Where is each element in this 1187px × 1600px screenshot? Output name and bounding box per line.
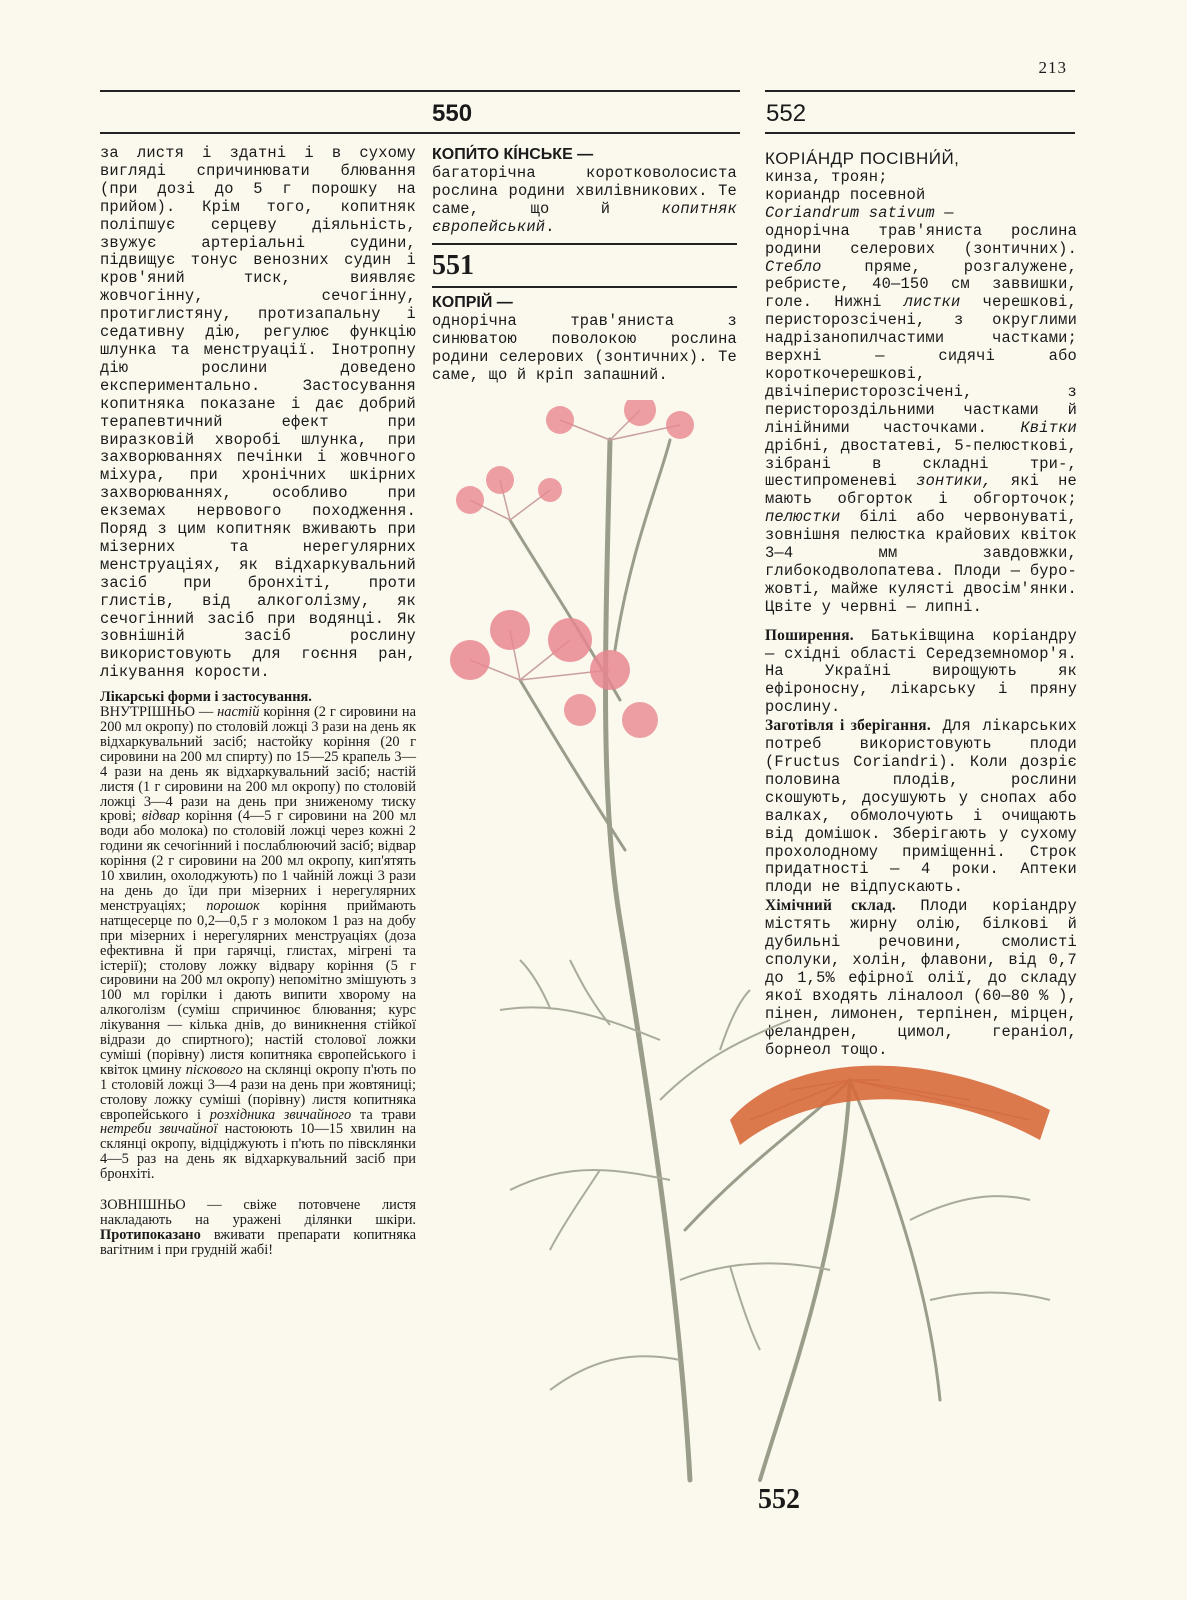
harvest-label: Заготівля і зберігання. (765, 717, 931, 735)
text-run: . (545, 217, 555, 236)
coriander-illustration (430, 400, 1090, 1500)
entry-552-synonyms: кинза, троян; (765, 168, 888, 186)
leaf-fronds (500, 960, 1050, 1390)
figure-label: 552 (758, 1484, 800, 1515)
entry-number-550: 550 (432, 100, 473, 127)
term-netreby: нетреби звичайної (100, 1121, 218, 1138)
text-run: настоюють 10—15 хвилин на склянці окропу, відціджують і п'ють по півсклянки 4—5 раз на день як відхаркувальний засіб при бронхіті. (100, 1121, 416, 1183)
header-rule-top-left (100, 90, 740, 92)
term-rozkhidnyka: розхідника звичайного (209, 1106, 352, 1123)
text-run: однорічна трав'яниста рослина родини селерових (зонтичних). (765, 221, 1077, 258)
text-run: та трави (351, 1106, 416, 1123)
entry-552-latin-name (765, 205, 1077, 223)
entry-551-text: однорічна трав'яниста з синюватою поволокою рослина родини селерових (зонтичних). Те саме, що й кріп запашний. (432, 312, 737, 384)
text-run: коріння приймають натщесерце по 0,2—0,5 г з молоком 1 раз на добу при мізерних і нерегулярних менструаціях (доза ефективна й при гарячці, глистах, мігрені та істерії); столову ложку відвару коріння (5 г сировини на 200 мл окропу) непомітно змішують з 100 мл горілки і дають випити хворому на алкоголізм (суміш спричинює блювання; курс лікування — кілька днів, до виникнення стійкої відрази до спиртного); настій столової ложки суміші (порівну) листя копитняка європейського і квіток цмину (100, 897, 416, 1078)
text-run: білі або червонуваті, зовнішня пелюстка крайових квіток 3—4 мм завдовжки, глибокодволопатева. Плоди — буро-жовті, майже кулясті двосім'янки. Цвіте у червні — липні. (765, 508, 1077, 616)
header-rule-bottom-left (100, 132, 740, 134)
pink-flower-clusters (450, 400, 694, 738)
entry-551-rule-bottom (432, 286, 737, 288)
entry-551-title: КОПРІЙ — (432, 294, 513, 311)
term-kvitky: Квітки (1020, 418, 1077, 437)
latin-name: Coriandrum sativum (765, 203, 935, 222)
term-zontyky: зонтики, (916, 472, 992, 491)
header-rule-bottom-right (765, 132, 1075, 134)
internal-label: ВНУТРІШНЬО (100, 704, 195, 721)
entry-number-552: 552 (766, 100, 807, 127)
text-run: — свіже потовчене листя накладають на уражені ділянки шкіри. (100, 1197, 416, 1228)
text-run: Батьківщина коріандру — східні області Середземномор'я. На Україні вирощують як ефіроносну, лікарську і пряну рослину. (765, 626, 1077, 717)
entry-551 (432, 293, 737, 385)
external-label: ЗОВНІШНЬО (100, 1197, 186, 1214)
term-steblo: Стебло (765, 257, 822, 276)
term-kopytnyak: копитняк європейський (432, 199, 737, 236)
text-run: Для лікарських потреб використовують плоди (Fructus Coriandri). Коли дозріє половина плодів, рослини скошують, досушують у снопах або валках, обмолочують і очищають від домішок. Зберігають у сухому прохолодному приміщенні. Строк придатності — 4 роки. Аптеки плоди не відпускають. (765, 717, 1077, 897)
entry-552-russian-name: кориандр посевной (765, 185, 926, 204)
page-number: 213 (1038, 58, 1067, 77)
entry-550-text (432, 165, 737, 237)
text-run: коріння (4—5 г сировини на 200 мл води або молока) по столовій ложці через кожні 2 години як сечогінний і послаблюючий засіб; відвар коріння (2 г сировини на 200 мл окропу, кип'ятять 10 хвилин, охолоджують) по 1 чайній ложці 3 рази на день до їди при мізерних і нерегулярних менструаціях; (100, 808, 417, 914)
entry-number-551: 551 (432, 250, 474, 281)
column-middle (432, 145, 737, 237)
usage-section (100, 690, 416, 1258)
text-run: дрібні, двостатеві, 5-пелюсткові, зібрані в складні три-, шестипроменеві (765, 436, 1077, 491)
internal-usage-text (100, 705, 416, 1182)
column-left (100, 145, 416, 1258)
header-rule-top-right (765, 90, 1075, 92)
spread-label: Поширення. (765, 626, 854, 644)
term-piskovogo: піскового (185, 1061, 243, 1078)
text-run: пряме, розгалужене, ребристе, 40—150 см заввишки, голе. Нижні (765, 257, 1077, 312)
entry-550-title: КОПИ́ТО КІ́НСЬКЕ — (432, 146, 594, 163)
chemistry-label: Хімічний склад. (765, 897, 896, 915)
entry-551-rule-top (432, 243, 737, 245)
term-pelyustky: пелюстки (765, 508, 841, 527)
text-run: які не мають обгорток і обгорточок; (765, 472, 1077, 509)
term-nastii: настій (217, 704, 260, 721)
entry-552-title: КОРІА́НДР ПОСІВНИ́Й, (765, 149, 960, 168)
contraindication-label: Протипоказано (100, 1226, 201, 1243)
dash: — (194, 704, 218, 721)
text-run: коріння (2 г сировини на 200 мл окропу) по столовій ложці 3 рази на день як відхаркувальний засіб; настойку коріння (20 г сировини на 200 мл спирту) по 15—25 крапель 3—4 рази на день як відхаркувальний засіб; настій листя (1 г сировини на 200 мл окропу) по столовій ложці 3—4 рази на день при зниженому тиску крові; (100, 704, 416, 825)
term-poroshok: порошок (206, 897, 260, 914)
text-run: на склянці окропу п'ють по 1 столовій ложці 3—4 рази на день при жовтяниці; столову ложку суміші (порівну) листя копитняка європейського і (100, 1061, 417, 1123)
text-run: вживати препарати копитняка вагітним і при грудній жабі! (100, 1226, 416, 1258)
term-vidvar: відвар (141, 808, 180, 825)
term-lystky: листки (903, 293, 961, 312)
body-paragraph: за листя і здатні і в сухому вигляді спричинювати блювання (при дозі до 5 г порошку на прийом). Крім того, копитняк поліпшує серцеву діяльність, звужує артеріальні судини, підвищує тонус венозних судин і кров'яний тиск, виявляє жовчогінну, сечогінну, протиглистяну, протизапальну і седативну дію, регулює функцію шлунка та менструації. Інотропну дію рослини доведено експериментально. Застосування копитняка показане і дає добрий терапевтичний ефект при виразковій хворобі шлунка, при захворюваннях печінки і жовчного міхура, при хронічних шкірних захворюваннях, особливо при екземах нервового походження. Поряд з цим копитняк вживають при мізерних та нерегулярних менструаціях, як відхаркувальний засіб при бронхіті, проти глистів, від алкоголізму, як сечогінний засіб при водянці. Як зовнішній засіб рослину використовують для гоєння ран, лікування корости. (100, 144, 416, 682)
text-run: Плоди коріандру містять жирну олію, білкові й дубильні речовини, смолисті сполуки, холін, флавони, від 0,7 до 1,5% ефірної олії, до складу якої входять ліналоол (60—80 % ), пінен, лимонен, терпінен, мірцен, феландрен, цимол, геранiол, борнеол тощо. (765, 897, 1077, 1059)
forms-heading: Лікарські форми і застосування. (100, 689, 312, 706)
text-run: багаторічна коротковолосиста рослина родини хвилівникових. Те саме, що й (432, 164, 737, 218)
external-usage-text (100, 1198, 416, 1258)
orange-fruit-cluster (730, 1066, 1050, 1145)
text-run: черешкові, перисторозсічені, з округлими надрізанопилчастими частками; верхні — сидячі або короткочерешкові, двічіперисторозсічені, з перисторoздільними частками й лінійними часточками. (765, 293, 1077, 437)
dash: — (934, 203, 954, 222)
